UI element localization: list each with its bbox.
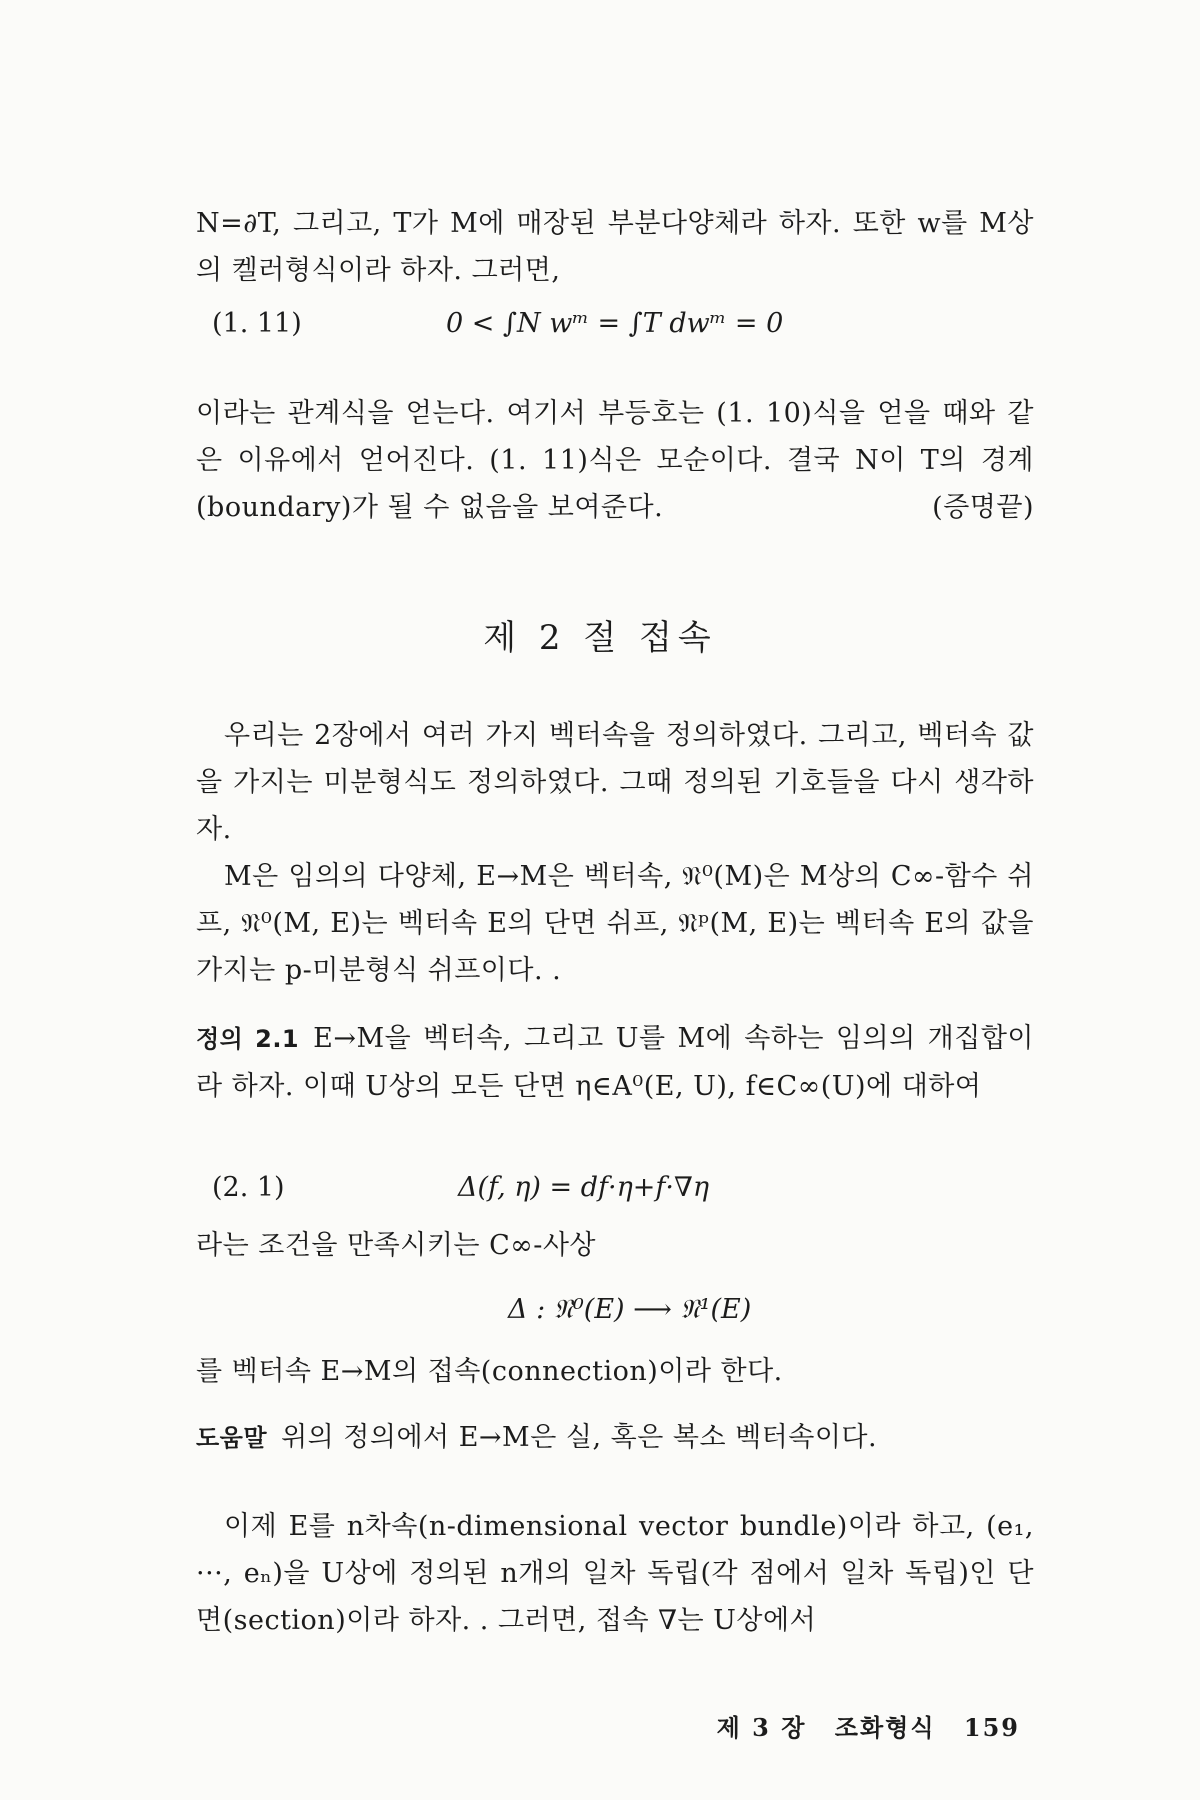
equation-1-11 bbox=[196, 298, 1034, 352]
page-footer bbox=[699, 1708, 1020, 1743]
paragraph-connection-def: 를 벡터속 E→M의 접속(connection)이라 한다. bbox=[196, 1356, 783, 1387]
equation-connection-map bbox=[196, 1284, 1034, 1338]
paragraph-relation-text: 이라는 관계식을 얻는다. 여기서 부등호는 (1. 10)식을 얻을 때와 같은 이유에서 얻어진다. (1. 11)식은 모순이다. 결국 N이 T의 경계(boundary)가 될 수 없음을 보여준다. bbox=[196, 398, 1034, 523]
equation-number: (1. 11) bbox=[212, 308, 302, 339]
paragraph-recall-text: 우리는 2장에서 여러 가지 벡터속을 정의하였다. 그리고, 벡터속 값을 가지는 미분형식도 정의하였다. 그때 정의된 기호들을 다시 생각하자. bbox=[196, 720, 1034, 845]
section-title: 제 2 절 접속 bbox=[483, 618, 717, 658]
equation-formula: Δ : 𝔑⁰(E) ⟶ 𝔑¹(E) bbox=[508, 1294, 752, 1325]
proof-end-mark: (증명끝) bbox=[932, 492, 1034, 523]
paragraph-frame bbox=[196, 1503, 1034, 1644]
remark-text: 위의 정의에서 E→M은 실, 혹은 복소 벡터속이다. bbox=[281, 1422, 878, 1453]
paragraph-condition: 라는 조건을 만족시키는 C∞-사상 bbox=[196, 1230, 597, 1261]
remark-label: 도움말 bbox=[196, 1424, 268, 1452]
definition-2-1 bbox=[196, 1015, 1034, 1110]
paragraph-frame-text: 이제 E를 n차속(n-dimensional vector bundle)이라 하고, (e₁, ···, eₙ)을 U상에 정의된 n개의 일차 독립(각 점에서 일차 독립)인 단면(section)이라 하자. . 그러면, 접속 ∇는 U상에서 bbox=[196, 1511, 1034, 1636]
paragraph-relation bbox=[196, 390, 1034, 531]
remark bbox=[196, 1414, 1034, 1462]
equation-formula: 0 < ∫N wᵐ = ∫T dwᵐ = 0 bbox=[446, 308, 784, 339]
equation-formula: Δ(f, η) = df·η+f·∇η bbox=[458, 1172, 709, 1203]
paragraph-notation-text: M은 임의의 다양체, E→M은 벡터속, 𝔑⁰(M)은 M상의 C∞-함수 쉬프, 𝔑⁰(M, E)는 벡터속 E의 단면 쉬프, 𝔑ᵖ(M, E)는 벡터속 E의 값을 가지는 p-미분형식 쉬프이다. . bbox=[196, 861, 1034, 986]
definition-text: E→M을 벡터속, 그리고 U를 M에 속하는 임의의 개집합이라 하자. 이때 U상의 모든 단면 η∈A⁰(E, U), f∈C∞(U)에 대하여 bbox=[196, 1023, 1034, 1102]
equation-2-1 bbox=[196, 1162, 1034, 1216]
equation-number: (2. 1) bbox=[212, 1172, 285, 1203]
paragraph-intro: N=∂T, 그리고, T가 M에 매장된 부분다양체라 하자. 또한 w를 M상의 켈러형식이라 하자. 그러면, bbox=[196, 208, 1034, 286]
footer-title: 조화형식 bbox=[834, 1713, 936, 1742]
paragraph-recall bbox=[196, 712, 1034, 853]
page-number: 159 bbox=[963, 1713, 1020, 1742]
definition-label: 정의 2.1 bbox=[196, 1025, 300, 1053]
paragraph-notation bbox=[196, 853, 1034, 994]
footer-chapter: 제 3 장 bbox=[716, 1713, 807, 1742]
